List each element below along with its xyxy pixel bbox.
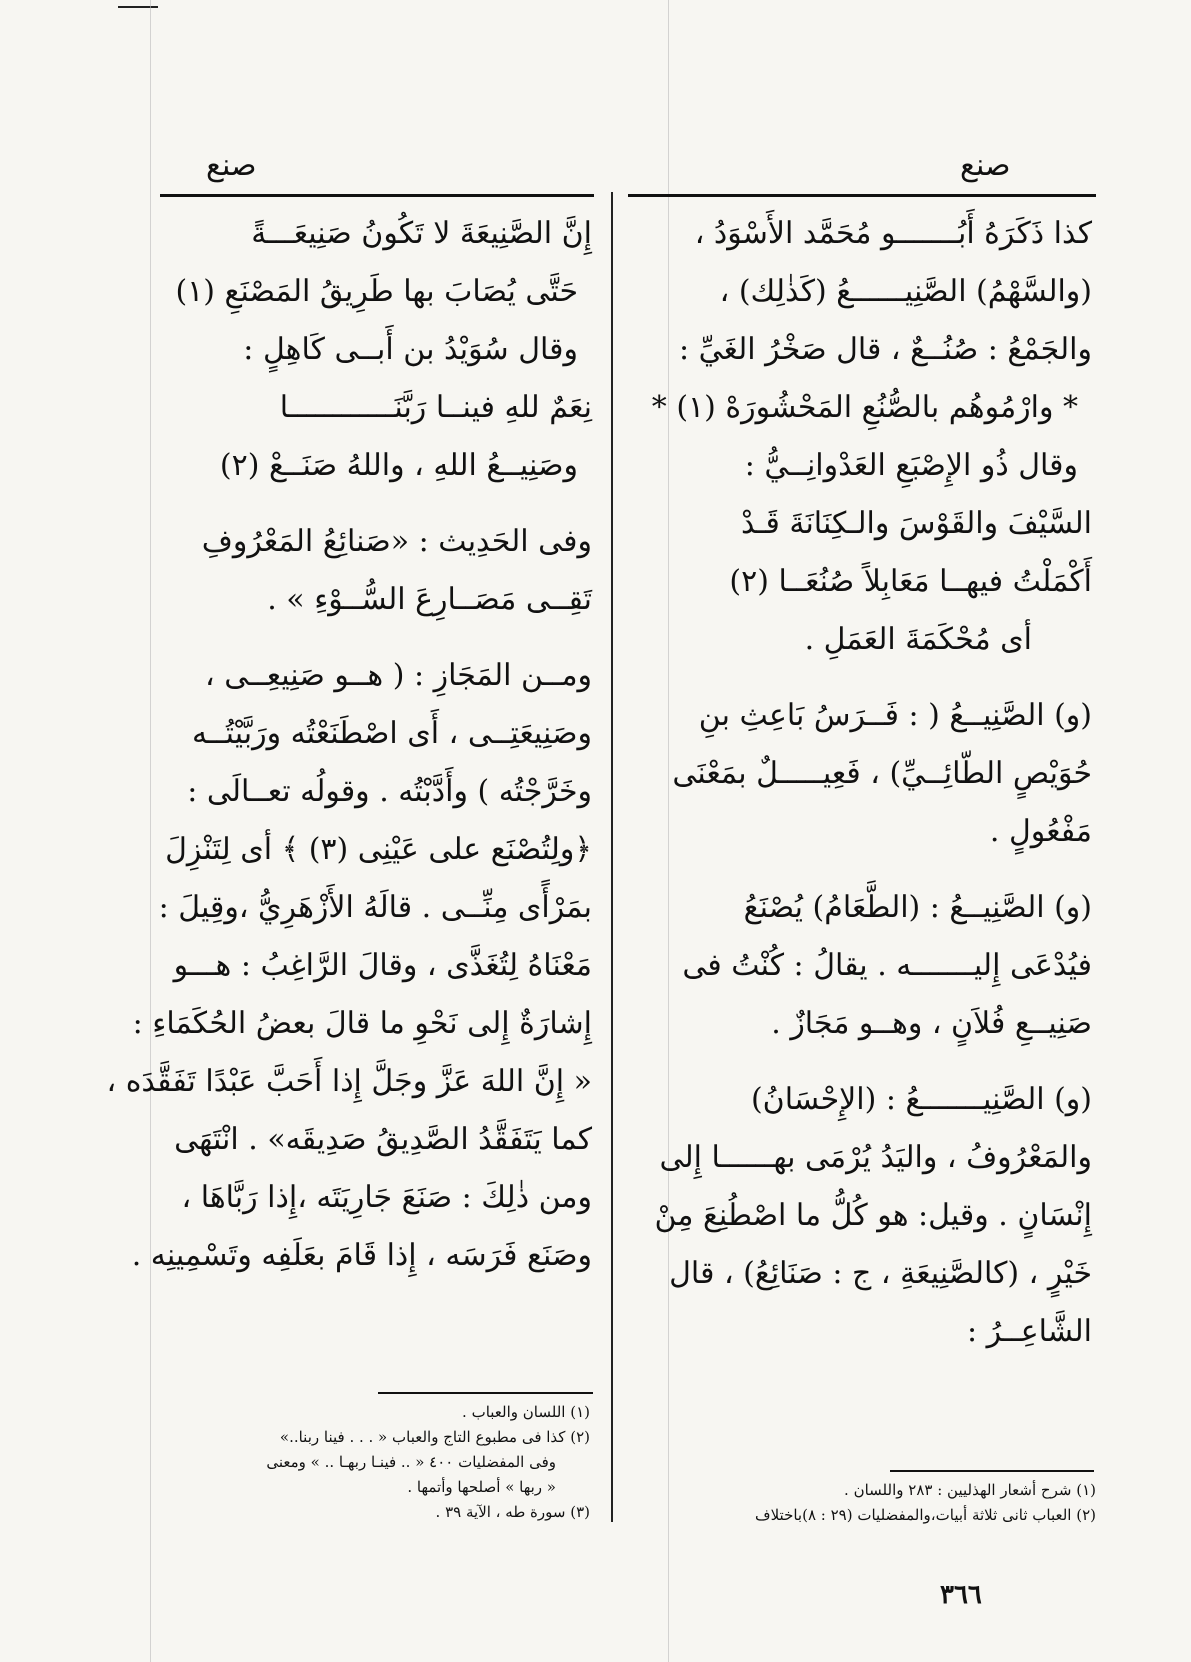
header-right-word: صنع <box>960 148 1011 183</box>
text-line: ومن ذٰلِكَ : صَنَعَ جَارِيَتَه ،إِذا رَبَّاهَا ، <box>181 1180 592 1215</box>
footnote: (٢) كذا فى مطبوع التاج والعباب « . . . فينا ربنا..» <box>279 1428 590 1446</box>
text-line: والمَعْرُوفُ ، واليَدُ يُرْمَى بهــــــا إِلى <box>659 1140 1092 1175</box>
header-rule-left <box>160 194 594 197</box>
footnote: وفى المفضليات ٤٠٠ « .. فينـا ربهـا .. » ومعنى <box>266 1453 556 1471</box>
verse-line: نِعَمٌ للهِ فينــا رَبَّنَــــــــــــا <box>279 390 592 425</box>
text-line: (و) الصَّنِيـــــــعُ : (الإِحْسَانُ) <box>750 1082 1092 1117</box>
text-line: (و) الصَّنِيــعُ ( : فَــرَسُ بَاعِثِ بنِ <box>698 698 1092 733</box>
left-column <box>106 205 592 1285</box>
text-line: ﴿ولِتُصْنَع على عَيْنِى (٣) ﴾ أى لِتَنْزِلَ <box>165 832 592 867</box>
text-line: مَفْعُولٍ . <box>989 814 1092 849</box>
column-divider <box>611 192 613 1522</box>
text-line: (والسَّهْمُ) الصَّنِيــــــعُ (كَذٰلِك) ، <box>719 274 1092 309</box>
text-line: والجَمْعُ : صُنُــعٌ ، قال صَخْرُ الغَيِّ : <box>679 332 1092 367</box>
text-line: (و) الصَّنِيــعُ : (الطَّعَامُ) يُصْنَعُ <box>743 890 1092 925</box>
verse-line: * وارْمُوهُم بالصُّنُعِ المَحْشُورَهْ (١) * <box>651 390 1078 425</box>
text-line: وصَنِيعَتِــى ، أَى اصْطَنَعْتُه ورَبَّيْتُــه <box>192 716 592 751</box>
text-line: فيُدْعَى إِليـــــــه . يقالُ : كُنْتُ فى <box>682 948 1092 983</box>
text-line: إِشارَةٌ إِلى نَحْوِ ما قالَ بعضُ الحُكَمَاءِ : <box>132 1006 592 1041</box>
footnote: « ربها » أصلحها وأتمها . <box>407 1478 556 1496</box>
text-line: حُوَيْصٍ الطّائِــيِّ) ، فَعِيـــــلٌ بمَعْنَى <box>672 756 1092 791</box>
text-line: خَيْرٍ ، (كالصَّنِيعَةِ ، ج : صَنَائِعُ) ، قال <box>669 1256 1092 1291</box>
text-line: تَقِــى مَصَــارِعَ السُّــوْءِ » . <box>267 582 592 617</box>
text-line: وقال ذُو الإِصْبَعِ العَدْوانِــيُّ : <box>744 448 1078 483</box>
footnote: (٣) سورة طه ، الآية ٣٩ . <box>435 1503 590 1521</box>
footnote: (١) شرح أشعار الهذليين : ٢٨٣ واللسان . <box>844 1481 1096 1499</box>
verse-line: أَكْمَلْتُ فيهــا مَعَابِلاً صُنُعَــا (٢) <box>729 564 1092 599</box>
footnotes-left <box>160 1400 590 1525</box>
text-line: وخَرَّجْتُه ) وأَدَّبْتُه . وقولُه تعــالَى : <box>187 774 592 809</box>
text-line: وصَنَع فَرَسَه ، إِذا قَامَ بعَلَفِه وتَسْمِينِه . <box>131 1238 592 1273</box>
verse-line: وصَنِيــعُ اللهِ ، واللهُ صَنَــعْ (٢) <box>219 448 578 483</box>
text-line: وفى الحَدِيث : «صَنائِعُ المَعْرُوفِ <box>201 524 592 559</box>
footnote-rule-left <box>378 1392 593 1394</box>
text-line: الشَّاعِــرُ : <box>966 1314 1092 1349</box>
verse-line: إِنَّ الصَّنِيعَةَ لا تَكُونُ صَنِيعَـــةً <box>251 216 592 251</box>
footnote: (٢) العباب ثانى ثلاثة أبيات،والمفضليات (٢٩ : ٨)باختلاف <box>755 1506 1096 1524</box>
text-line: وقال سُوَيْدُ بن أَبــى كَاهِلٍ : <box>243 332 578 367</box>
text-line: كذا ذَكَرَهُ أَبُـــــــو مُحَمَّد الأَسْوَدُ ، <box>694 216 1092 251</box>
text-line: « إِنَّ اللهَ عَزَّ وجَلَّ إِذا أَحَبَّ عَبْدًا تَفَقَّدَه ، <box>106 1064 592 1099</box>
top-corner-mark <box>118 6 158 8</box>
footnote: (١) اللسان والعباب . <box>462 1403 590 1421</box>
page-number: ٣٦٦ <box>940 1580 982 1610</box>
text-line: صَنِيــعِ فُلاَنٍ ، وهــو مَجَازٌ . <box>771 1006 1092 1041</box>
scan-guide-line <box>150 0 151 1662</box>
text-line: ومــن المَجَازِ : ( هــو صَنِيعِــى ، <box>204 658 592 693</box>
verse-line: السَّيْفَ والقَوْسَ والـكِنَانَةَ قَـدْ <box>740 506 1092 541</box>
text-line: بمَرْأًى مِنِّــى . قالَهُ الأَزْهَرِيُّ ،وقِيلَ : <box>158 890 592 925</box>
verse-line: حَتَّى يُصَابَ بها طَرِيقُ المَصْنَعِ (١) <box>175 274 578 309</box>
text-line: كما يَتَفَقَّدُ الصَّدِيقُ صَدِيقَه» . انْتَهَى <box>174 1122 592 1157</box>
header-rule-right <box>628 194 1096 197</box>
footnotes-right <box>628 1478 1096 1528</box>
header-left-word: صنع <box>206 148 257 183</box>
text-line: أى مُحْكَمَةَ العَمَلِ . <box>804 622 1032 657</box>
footnote-rule-right <box>890 1470 1094 1472</box>
text-line: مَعْنَاهُ لِتُغَذَّى ، وقالَ الرَّاغِبُ : هـــو <box>173 948 592 983</box>
right-column <box>640 205 1092 1361</box>
text-line: إِنْسَانٍ . وقيل: هو كُلُّ ما اصْطُنِعَ مِنْ <box>654 1198 1092 1233</box>
